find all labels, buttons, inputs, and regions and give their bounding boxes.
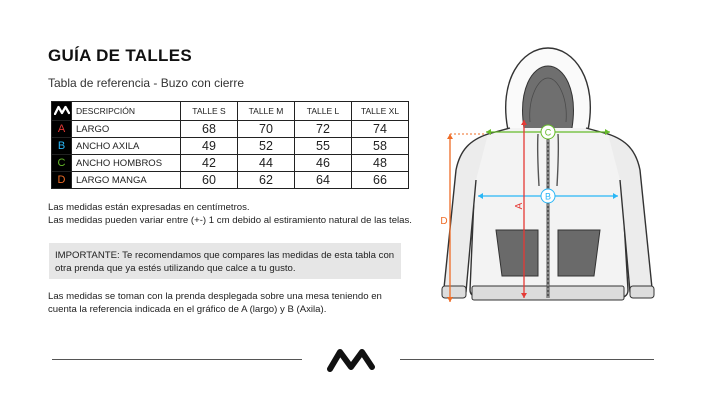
table-header-row [52, 102, 409, 121]
page-subtitle: Tabla de referencia - Buzo con cierre [48, 76, 245, 90]
table-row [52, 155, 409, 172]
footer-rule-left [52, 359, 302, 360]
page-title: GUÍA DE TALLES [48, 46, 192, 65]
brand-logo-icon [327, 348, 375, 372]
row-description: LARGO MANGA [72, 172, 181, 189]
right-pocket [558, 230, 600, 276]
measure-label-c: C [544, 127, 552, 138]
column-header-size-m: TALLE M [238, 102, 295, 121]
row-description: ANCHO AXILA [72, 138, 181, 155]
row-letter: A [52, 121, 72, 138]
row-value: 70 [238, 121, 295, 138]
row-value: 49 [181, 138, 238, 155]
measure-label-d: D [440, 216, 448, 227]
brand-logo-icon [54, 105, 70, 115]
measure-label-b: B [544, 191, 552, 202]
table-row [52, 121, 409, 138]
row-value: 58 [352, 138, 409, 155]
row-value: 62 [238, 172, 295, 189]
row-value: 60 [181, 172, 238, 189]
row-value: 64 [295, 172, 352, 189]
important-note: IMPORTANTE: Te recomendamos que compares las medidas de esta tabla con otra prenda que ya estés utilizando que calce a tu gusto. [49, 243, 401, 279]
row-value: 72 [295, 121, 352, 138]
table-row [52, 172, 409, 189]
column-header-description: DESCRIPCIÓN [72, 102, 181, 121]
row-letter: B [52, 138, 72, 155]
footer-rule-right [400, 359, 654, 360]
row-value: 44 [238, 155, 295, 172]
row-value: 66 [352, 172, 409, 189]
row-description: ANCHO HOMBROS [72, 155, 181, 172]
row-value: 52 [238, 138, 295, 155]
column-header-size-l: TALLE L [295, 102, 352, 121]
measure-label-a: A [514, 202, 525, 210]
note-variation: Las medidas pueden variar entre (+-) 1 cm debido al estiramiento natural de las telas. [48, 214, 412, 226]
row-value: 55 [295, 138, 352, 155]
hoodie-diagram [430, 40, 660, 320]
measurement-notes [48, 202, 414, 227]
row-value: 48 [352, 155, 409, 172]
column-header-size-s: TALLE S [181, 102, 238, 121]
note-units: Las medidas están expresadas en centímetros. [48, 202, 250, 213]
left-pocket [496, 230, 538, 276]
row-description: LARGO [72, 121, 181, 138]
row-value: 68 [181, 121, 238, 138]
row-value: 46 [295, 155, 352, 172]
row-value: 42 [181, 155, 238, 172]
table-logo-cell [52, 102, 72, 121]
size-table [51, 101, 409, 189]
row-value: 74 [352, 121, 409, 138]
table-row [52, 138, 409, 155]
row-letter: D [52, 172, 72, 189]
row-letter: C [52, 155, 72, 172]
measurement-footnote: Las medidas se toman con la prenda desplegada sobre una mesa teniendo en cuenta la referencia indicada en el gráfico de A (largo) y B (Axila). [48, 291, 382, 315]
column-header-size-xl: TALLE XL [352, 102, 409, 121]
